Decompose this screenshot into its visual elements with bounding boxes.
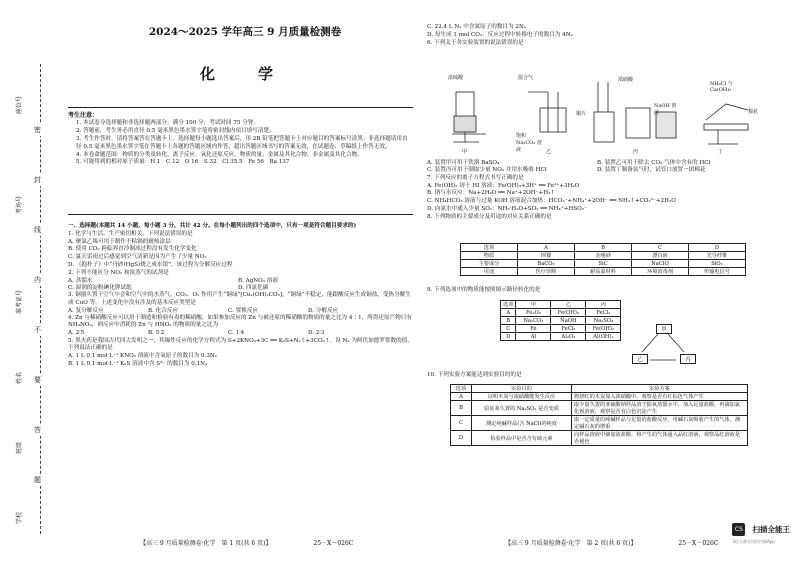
table-cell: Fe	[516, 325, 551, 333]
panel-label: 丙	[633, 149, 639, 155]
footer-title: 【高三 9 月质量检测卷·化学 第 1 页(共 6 页)】	[140, 540, 272, 547]
instructions-box	[68, 112, 413, 167]
table-cell: 金刚砂	[575, 252, 632, 260]
school-label: 学校	[16, 511, 23, 524]
seal-word: 内	[34, 276, 41, 284]
table-row	[451, 431, 748, 446]
table-cell: 取一定质量的纯碱样品与足量的盐酸反应，用碱石灰吸收产生的气体，测定碱石灰的增重	[572, 416, 748, 431]
option: D. 装置丁制备氨气时，试管口放置一团棉花	[597, 167, 706, 174]
option: B. 1 L 0.1 mol·L⁻¹ K₂S 溶液中含 S²⁻ 的数目为 0.1Nₐ	[68, 360, 208, 367]
table-cell: 漂白液	[632, 252, 689, 260]
option: C. 置换反应	[228, 307, 259, 314]
table-cell: B	[575, 244, 632, 252]
question-stem: 8. 下列物质的主要成分及用途的对应关系正确的是	[427, 213, 552, 220]
instruction-item: 2. 答题前，考生务必用直径 0.5 毫米黑色墨水签字笔将密封线内项目填写清楚。	[76, 128, 275, 135]
table-cell: A	[451, 393, 472, 401]
options-row	[68, 330, 413, 337]
option: C. 装置丙可用于制取少量 NO₂ 并用水吸收 HCl	[427, 167, 547, 174]
table-cell: 乙	[551, 301, 586, 309]
table-cell: 丙	[586, 301, 621, 309]
option: D. 分解反应	[308, 307, 339, 314]
option: B. 5∶2	[148, 330, 165, 337]
table-row	[461, 252, 746, 260]
option: C. 湿润的淀粉碘化钾试纸	[68, 284, 132, 291]
table-cell: 选项	[451, 385, 472, 393]
option: B. 钠与水反应：Na+2H₂O ══ Na⁺+2OH⁻+H₂↑	[427, 190, 556, 197]
table-cell: Fe₂O₃	[516, 309, 551, 317]
table-row	[501, 325, 621, 333]
q10-table	[450, 384, 748, 446]
table-cell: Fe(OH)₃	[551, 309, 586, 317]
option: B. 使用 CO₂ 跨临界直冷制冰过程没有发生化学变化	[68, 246, 197, 253]
exam-title: 2024～2025 学年高三 9 月质量检测卷	[148, 26, 342, 38]
apparatus-label: 铜片	[576, 111, 587, 117]
table-cell: C	[451, 416, 472, 431]
option: A. 1 L 0.1 mol·L⁻¹ KNO₃ 溶液中含氧原子的数目为 0.3Nₐ	[68, 352, 217, 359]
subject-title: 化 学	[200, 65, 288, 83]
q9-table	[500, 300, 621, 341]
table-row	[461, 260, 746, 268]
option: A. 2∶5	[68, 330, 85, 337]
seal-word: 要	[34, 376, 41, 384]
table-row	[451, 416, 748, 431]
seal-word: 密	[34, 126, 41, 134]
option: B. 装置乙可用于除去 CO₂ 气体中含有的 HCl	[597, 160, 711, 166]
table-cell: SiO₂	[689, 260, 746, 268]
option: D. 向氨水中通入少量 SO₂：NH₃·H₂O+SO₂ ══ NH₄⁺+HSO₃⁻	[427, 206, 587, 212]
option: B. AgNO₃ 溶液	[238, 277, 278, 284]
option: C. NH₄HCO₃ 溶液与过量 KOH 溶液混合加热：HCO₃⁻+NH₄⁺+2OH⁻ ══ NH₃↑+CO₃²⁻+2H₂O	[427, 198, 676, 205]
table-cell: 钡餐	[518, 252, 575, 260]
table-header-row	[451, 385, 748, 393]
table-row	[501, 333, 621, 341]
table-cell: FeCl₂	[586, 309, 621, 317]
table-cell: 耐高温材料	[575, 268, 632, 276]
seal-word: 答	[34, 426, 41, 434]
table-cell: 环境消毒剂	[632, 268, 689, 276]
apparatus-label: 混合气	[518, 75, 534, 81]
table-cell: SiC	[575, 260, 632, 268]
table-row	[501, 317, 621, 325]
table-cell: 测定纯碱样品(含 NaCl)的纯度	[472, 416, 572, 431]
question-9	[427, 287, 782, 295]
table-cell: NaClO	[632, 260, 689, 268]
table-cell: A	[518, 244, 575, 252]
apparatus-label: 浓硝酸	[618, 77, 634, 83]
table-header-row	[461, 244, 746, 252]
table-header-row	[501, 301, 621, 309]
table-cell: 物质	[461, 252, 518, 260]
seal-word: 线	[34, 226, 41, 234]
panel-label: 丁	[718, 149, 724, 155]
option: D. 2∶3	[308, 330, 325, 337]
table-row	[461, 268, 746, 276]
divider	[68, 107, 413, 108]
option: A. 装置甲可用于铁器 BaSO₄	[427, 160, 500, 166]
apparatus-label: 浓硫酸	[448, 75, 464, 81]
question-10	[427, 372, 782, 380]
node-jia: 甲	[656, 324, 672, 334]
name-label: 姓名	[16, 371, 23, 384]
table-cell: D	[501, 333, 516, 341]
exam-room-label: 考场号	[16, 195, 23, 214]
table-cell: 主要成分	[461, 260, 518, 268]
instruction-item: 3. 考生作答时，请将答案答在答题卡上。选择题每小题选出答案后，用 2B 铅笔把答题卡上对应题目的答案标号涂黑；非选择题请用直径 0.5 毫米黑色墨水签字笔在答题卡上各题的答题区域内作答，超出答题区域书写的答案无效，在试题卷、草稿纸上作答无效。	[76, 136, 408, 150]
option: A. Fe(OH)₃ 溶于 HI 溶液：Fe(OH)₃+3H⁺ ══ Fe³⁺+3H₂O	[427, 182, 580, 189]
table-cell: 验证某久置的 Na₂SO₃ 是否变质	[472, 401, 572, 416]
class-label: 班级	[16, 441, 23, 454]
node-bing: 丙	[680, 354, 696, 364]
question-stem: 3. 铜器久置于空气中会和空气中的水蒸气、CO₂、O₂ 作用产生“铜绿”[Cu₂(OH)₂CO₃]，“铜绿”不稳定，能跟酸反应生成铜盐，受热分解生成 CuO 等。上述变化中没有涉及的基本反应类型是	[68, 292, 411, 306]
table-cell: 取少量久置的亚硫酸钠样品溶于除氧蒸馏水中，加入足量盐酸，再滴加氯化钡溶液，观察是否有白色沉淀产生	[572, 401, 748, 416]
seal-word: 封	[34, 176, 41, 184]
footer-right	[505, 538, 718, 547]
option: D. 《抱朴子》中“丹砂(HgS)烧之成水银”，该过程为分解反应过程	[68, 261, 233, 268]
option: A. 蒸馏水	[68, 277, 93, 284]
table-cell: 医疗诊断	[518, 268, 575, 276]
apparatus-label: 饱和 Na₂CO₃ 溶液	[516, 133, 542, 153]
q8-table	[460, 243, 746, 276]
table-cell: Fe(OH)₂	[586, 325, 621, 333]
table-cell: Al	[516, 333, 551, 341]
instruction-item: 4. 本卷命题范围：物质的分类及转化、离子反应、氧化还原反应、物质的量、金属及其化合物、非金属及其化合物。	[76, 151, 363, 158]
table-cell: 甲	[516, 301, 551, 309]
seal-word: 不	[34, 326, 41, 334]
table-cell: 实验方案	[572, 385, 748, 393]
section-one	[68, 223, 413, 368]
instruction-item: 5. 可能用到的相对原子质量：H 1 C 12 O 16 S 32 Cl 35.5 Fe 56 Ba 137	[76, 159, 290, 166]
apparatus-figure	[448, 72, 766, 157]
table-cell: 用途	[461, 268, 518, 276]
table-cell: 光导纤维	[689, 252, 746, 260]
panel-label: 甲	[462, 149, 468, 155]
table-cell: 向样品溶液中滴加浓盐酸，将产生的气体通入品红溶液，观察品红溶液是否褪色	[572, 431, 748, 446]
table-cell: Na₂CO₃	[516, 317, 551, 325]
instruction-item: 1. 本试卷分选择题和非选择题两部分。满分 100 分，考试时间 75 分钟。	[76, 120, 260, 127]
table-cell: B	[501, 317, 516, 325]
admission-number-label: 准考证号	[16, 289, 23, 314]
table-cell: BaCO₃	[518, 260, 575, 268]
binding-margin	[10, 64, 46, 534]
option: A. 复分解反应	[68, 307, 104, 314]
section-continued	[427, 24, 782, 47]
seat-number-label: 座位号	[16, 95, 23, 114]
option: A. 聚氯乙烯可用于制作不粘锅的耐热涂层	[68, 238, 171, 245]
table-cell: Al₂O₃	[551, 333, 586, 341]
footer-left	[140, 538, 353, 547]
table-row	[501, 309, 621, 317]
question-stem: 5. 黑火药是我国古代四大发明之一，其爆炸反应的化学方程式为 S+2KNO₃+3C ══ K₂S+N₂↑+3CO₂↑。设 Nₐ 为阿伏加德罗常数的值，下列说法正确的是	[68, 337, 413, 352]
option: D. 四氯化碳	[238, 284, 269, 291]
footer-title: 【高三 9 月质量检测卷·化学 第 2 页(共 6 页)】	[505, 540, 637, 547]
table-cell: NaOH	[551, 317, 586, 325]
table-cell: C	[632, 244, 689, 252]
panel-label: 乙	[546, 149, 552, 155]
table-cell: Al(OH)₃	[586, 333, 621, 341]
table-cell: 将烧红的木炭加入浓硝酸中，观察是否有红棕色气体产生	[572, 393, 748, 401]
question-stem: 2. 下列不能区分 NO₂ 和溴蒸气的试剂是	[68, 269, 169, 276]
table-cell: 选项	[461, 244, 518, 252]
question-stem: 4. Zn 与稀硝酸反应可以用于制造和检验有毒的稀硝酸，如果参加反应的 Zn 与被还原的稀硝酸的物质的量之比为 4∶1，所得还原产物只有 NH₄NO₃，则反应中消耗的 Zn 与 HNO₃ 的物质的量之比为	[68, 315, 412, 329]
watermark-name: 扫描全能王	[752, 525, 790, 534]
table-cell: FeCl₂	[551, 325, 586, 333]
table-cell: 传输电信号	[689, 268, 746, 276]
camscanner-logo-icon: CS	[732, 523, 745, 536]
options-row	[68, 308, 413, 315]
table-cell: A	[501, 309, 516, 317]
options-row	[68, 278, 413, 293]
table-cell: C	[501, 325, 516, 333]
apparatus-label: NH₄Cl 与 Ca(OH)₂	[710, 81, 733, 93]
table-cell: 证明木炭与浓硝酸能发生反应	[472, 393, 572, 401]
table-cell: B	[451, 401, 472, 416]
options-row	[427, 160, 782, 175]
option: C. 夏天雷雨过后感觉到空气清新是因为产生了少量 NO₂	[68, 254, 207, 261]
questions-6-7	[427, 160, 782, 222]
question-stem: 7. 下列反应的离子方程式书写正确的是	[427, 174, 524, 181]
scanner-watermark	[732, 519, 790, 545]
table-row	[451, 393, 748, 401]
question-stem: 6. 下列关于各实验装置的说法错误的是	[427, 39, 524, 46]
section-intro: 一、选择题(本题共 14 小题，每小题 3 分，共计 42 分。在每小题列出的四个选项中，只有一项是符合题目要求的)	[68, 223, 357, 229]
footer-code: 25－X－026C	[313, 540, 354, 547]
option: B. 化合反应	[148, 307, 179, 314]
table-cell: 选项	[501, 301, 516, 309]
option: D. 每生成 1 mol CO₂，反应过程中转移电子的数目为 4Nₐ	[427, 31, 573, 38]
footer-code: 25－X－026C	[678, 540, 719, 547]
instructions-heading: 考生注意：	[68, 112, 99, 119]
table-cell: 检验样品中是否含有硫元素	[472, 431, 572, 446]
watermark-tagline: 3亿人都在用的扫描App	[732, 539, 775, 544]
node-yi: 乙	[632, 354, 648, 364]
table-cell: Na₂SO₄	[586, 317, 621, 325]
apparatus-label: 棉花	[748, 109, 759, 115]
question-stem: 10. 下列实验方案能达到实验目的的是	[427, 372, 522, 378]
seal-word: 题	[34, 476, 41, 484]
conversion-diagram	[630, 322, 700, 368]
question-stem: 9. 下列选项中的物质能按照图示路径转化的是	[427, 287, 541, 293]
divider	[68, 214, 413, 215]
option: C. 22.4 L N₂ 中含氮原子的数目为 2Nₐ	[427, 24, 527, 30]
option: C. 1∶4	[228, 330, 245, 337]
table-cell: D	[689, 244, 746, 252]
question-stem: 1. 化学与生活、生产密切相关。下列说法错误的是	[68, 230, 193, 237]
apparatus-label: NaOH 溶液	[654, 103, 677, 116]
table-row	[451, 401, 748, 416]
table-cell: D	[451, 431, 472, 446]
table-cell: 实验目的	[472, 385, 572, 393]
